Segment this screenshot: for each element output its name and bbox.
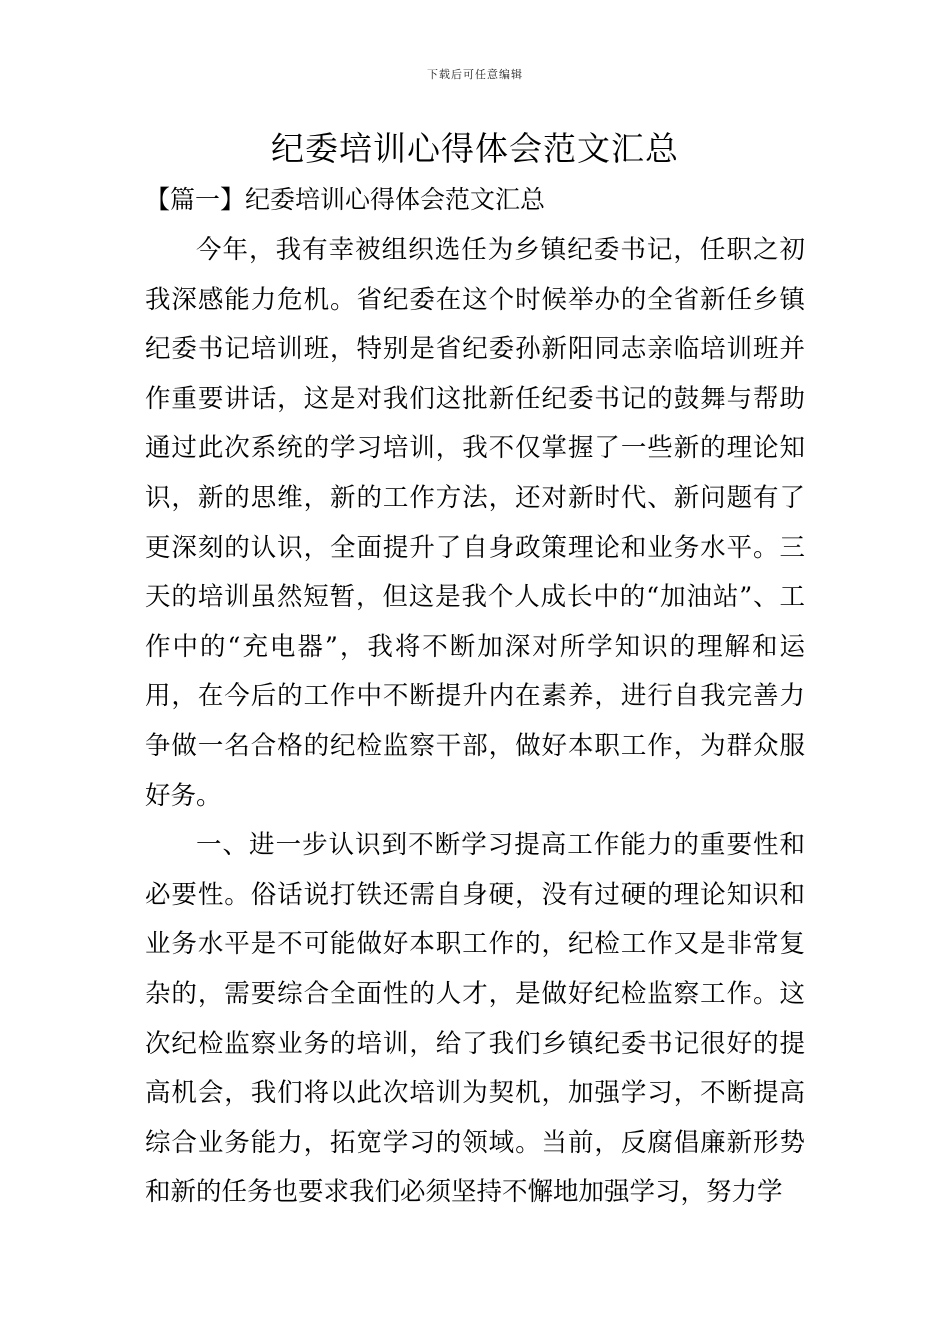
body-text [145, 226, 805, 1218]
section-heading: 【篇一】纪委培训心得体会范文汇总 [145, 185, 546, 214]
paragraph: 今年，我有幸被组织选任为乡镇纪委书记，任职之初我深感能力危机。省纪委在这个时候举办的全省新任乡镇纪委书记培训班，特别是省纪委孙新阳同志亲临培训班并作重要讲话，这是对我们这批新任纪委书记的鼓舞与帮助通过此次系统的学习培训，我不仅掌握了一些新的理论知识，新的思维，新的工作方法，还对新时代、新问题有了更深刻的认识，全面提升了自身政策理论和业务水平。三天的培训虽然短暂，但这是我个人成长中的“加油站”、工作中的“充电器”，我将不断加深对所学知识的理解和运用，在今后的工作中不断提升内在素养，进行自我完善力争做一名合格的纪检监察干部，做好本职工作，为群众服好务。 [145, 235, 805, 811]
header-note: 下载后可任意编辑 [427, 68, 523, 81]
document-title: 纪委培训心得体会范文汇总 [271, 129, 679, 168]
paragraph: 一、进一步认识到不断学习提高工作能力的重要性和必要性。俗话说打铁还需自身硬，没有过硬的理论知识和业务水平是不可能做好本职工作的，纪检工作又是非常复杂的，需要综合全面性的人才，是做好纪检监察工作。这次纪检监察业务的培训，给了我们乡镇纪委书记很好的提高机会，我们将以此次培训为契机，加强学习，不断提高综合业务能力，拓宽学习的领域。当前，反腐倡廉新形势和新的任务也要求我们必须坚持不懈地加强学习，努力学 [145, 830, 805, 1208]
